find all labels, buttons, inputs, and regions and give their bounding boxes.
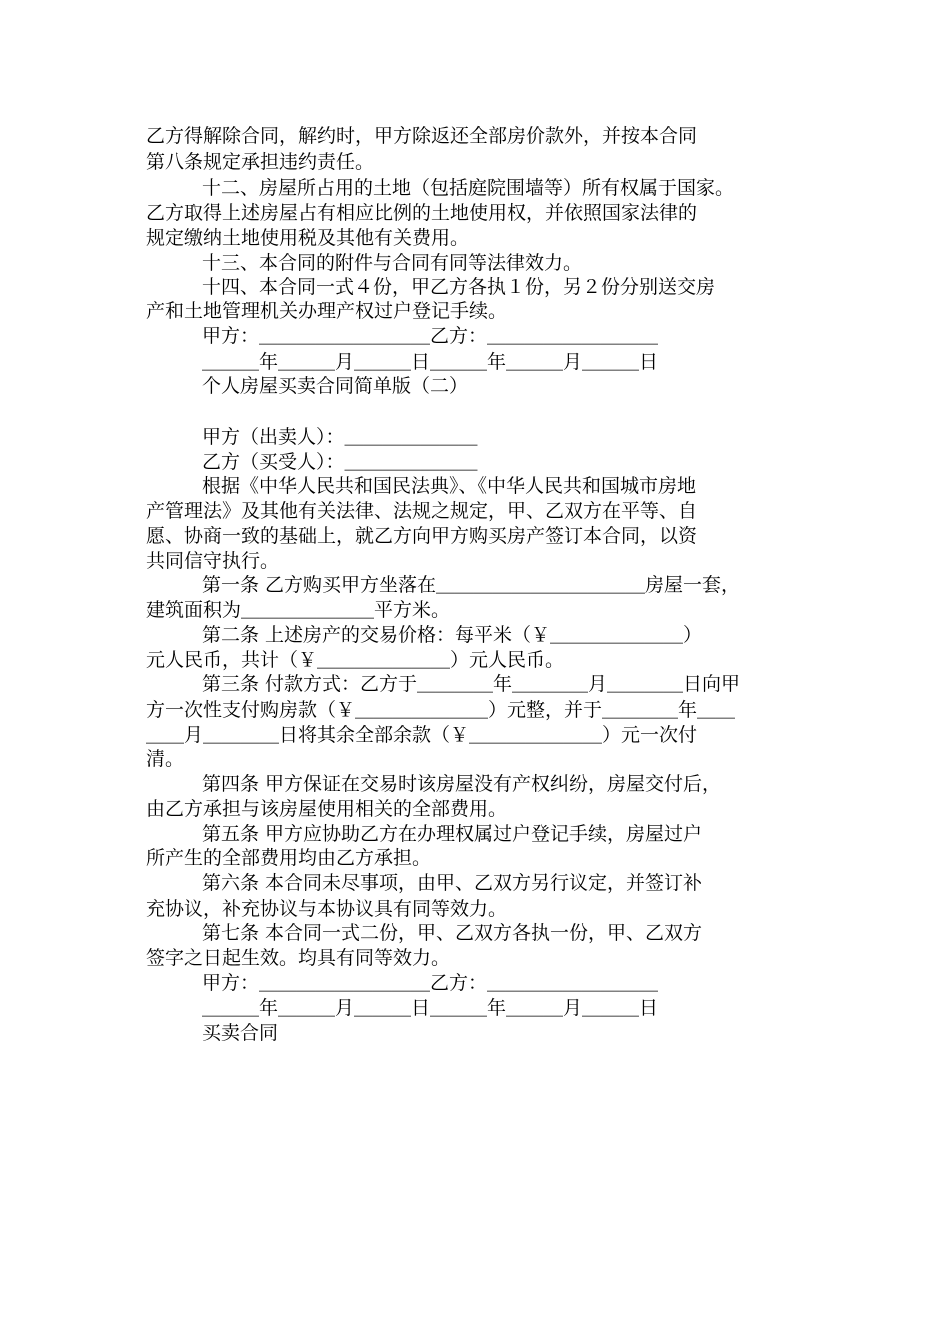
text-line: 产管理法》及其他有关法律、法规之规定，甲、乙双方在平等、自 <box>146 500 698 522</box>
text-line: 共同信守执行。 <box>146 550 280 572</box>
text-line: 所产生的全部费用均由乙方承担。 <box>146 847 432 869</box>
article-7: 第七条 本合同一式二份，甲、乙双方各执一份，甲、乙双方 <box>202 922 703 944</box>
text-line: 十二、房屋所占用的土地（包括庭院围墙等）所有权属于国家。 <box>202 177 735 199</box>
date-line: ＿＿＿年＿＿＿月＿＿＿日＿＿＿年＿＿＿月＿＿＿日 <box>202 351 659 373</box>
article-4: 第四条 甲方保证在交易时该房屋没有产权纠纷，房屋交付后， <box>202 773 722 795</box>
article-2: 第二条 上述房产的交易价格：每平米（￥＿＿＿＿＿＿＿） <box>202 624 703 646</box>
text-line: 第八条规定承担违约责任。 <box>146 151 375 173</box>
party-b-field: 乙方（买受人）：＿＿＿＿＿＿＿ <box>202 451 478 473</box>
text-line: 十四、本合同一式４份，甲乙方各执１份，另２份分别送交房 <box>202 276 716 298</box>
party-a-field: 甲方（出卖人）：＿＿＿＿＿＿＿ <box>202 426 478 448</box>
text-line: 规定缴纳土地使用税及其他有关费用。 <box>146 227 470 249</box>
article-3: 第三条 付款方式：乙方于＿＿＿＿年＿＿＿＿月＿＿＿＿日向甲 <box>202 673 741 695</box>
text-line: 建筑面积为＿＿＿＿＿＿＿平方米。 <box>146 599 451 621</box>
text-line: 愿、协商一致的基础上，就乙方向甲方购买房产签订本合同，以资 <box>146 525 698 547</box>
article-6: 第六条 本合同未尽事项，由甲、乙双方另行议定，并签订补 <box>202 872 703 894</box>
date-line: ＿＿＿年＿＿＿月＿＿＿日＿＿＿年＿＿＿月＿＿＿日 <box>202 997 659 1019</box>
section-title: 买卖合同 <box>202 1022 279 1044</box>
text-line: 乙方取得上述房屋占有相应比例的土地使用权，并依照国家法律的 <box>146 202 698 224</box>
text-line: ＿＿月＿＿＿＿日将其余全部余款（￥＿＿＿＿＿＿＿）元一次付 <box>146 724 698 746</box>
text-line: 由乙方承担与该房屋使用相关的全部费用。 <box>146 798 508 820</box>
text-line: 乙方得解除合同，解约时，甲方除返还全部房价款外，并按本合同 <box>146 125 698 147</box>
signature-line: 甲方：＿＿＿＿＿＿＿＿＿乙方：＿＿＿＿＿＿＿＿＿ <box>202 325 659 347</box>
signature-line: 甲方：＿＿＿＿＿＿＿＿＿乙方：＿＿＿＿＿＿＿＿＿ <box>202 972 659 994</box>
text-line: 方一次性支付购房款（￥＿＿＿＿＿＿＿）元整，并于＿＿＿＿年＿＿ <box>146 699 736 721</box>
text-line: 充协议，补充协议与本协议具有同等效力。 <box>146 898 508 920</box>
article-5: 第五条 甲方应协助乙方在办理权属过户登记手续，房屋过户 <box>202 823 703 845</box>
text-line: 十三、本合同的附件与合同有同等法律效力。 <box>202 252 583 274</box>
text-line: 元人民币，共计（￥＿＿＿＿＿＿＿）元人民币。 <box>146 649 565 671</box>
text-line: 产和土地管理机关办理产权过户登记手续。 <box>146 300 508 322</box>
text-line: 清。 <box>146 748 185 770</box>
text-line: 根据《中华人民共和国民法典》、《中华人民共和国城市房地 <box>202 475 697 497</box>
section-title: 个人房屋买卖合同简单版（二） <box>202 375 469 397</box>
text-line: 签字之日起生效。均具有同等效力。 <box>146 947 451 969</box>
article-1: 第一条 乙方购买甲方坐落在＿＿＿＿＿＿＿＿＿＿＿房屋一套， <box>202 574 741 596</box>
